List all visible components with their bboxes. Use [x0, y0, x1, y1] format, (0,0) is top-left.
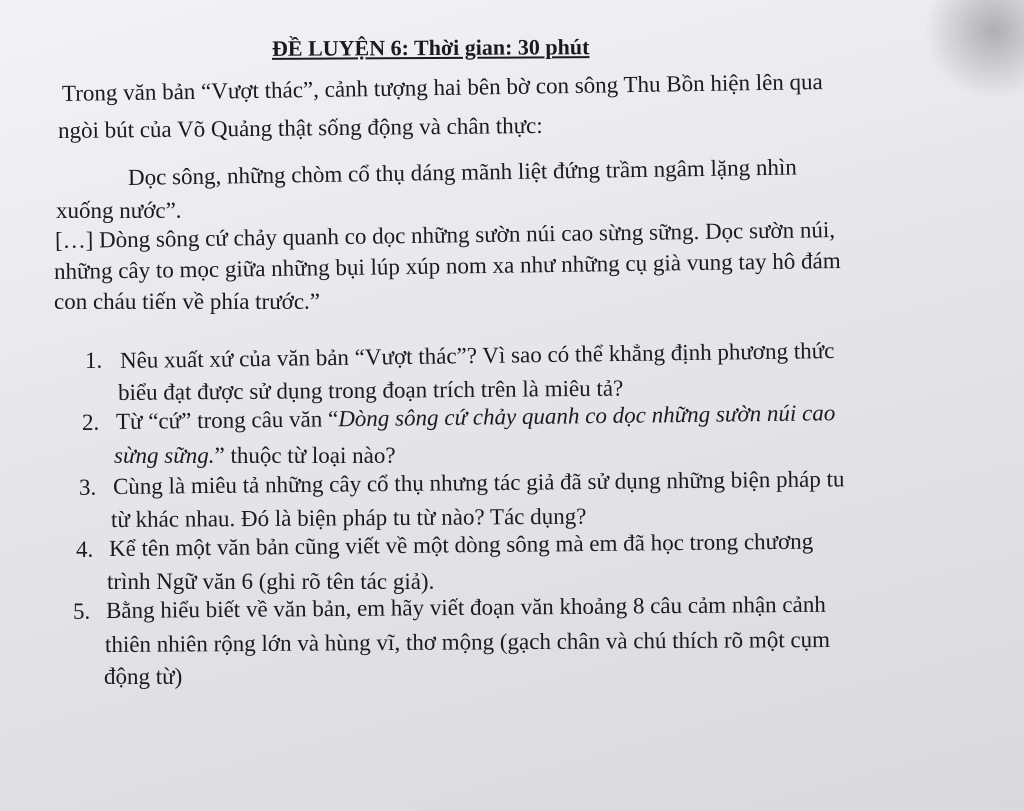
question-2-line-1 [116, 401, 836, 433]
question-3-line-1: Cùng là miêu tả những cây cổ thụ nhưng tác giả đã sử dụng những biện pháp tu [112, 466, 845, 499]
question-4-number: 4. [76, 537, 94, 562]
question-2-number: 2. [82, 410, 100, 435]
quote-line-2: xuống nước”. [56, 198, 182, 223]
question-1-number: 1. [85, 348, 103, 373]
photo-shadow [924, 0, 1024, 100]
intro-line-2: ngòi bút của Võ Quảng thật sống động và chân thực: [57, 112, 543, 143]
question-2-line-2 [114, 444, 396, 467]
question-4-line-2: trình Ngữ văn 6 (ghi rõ tên tác giả). [107, 569, 435, 594]
question-2-text-plain: Từ “cứ” trong câu văn “ [115, 406, 339, 434]
quote-line-4: những cây to mọc giữa những bụi lúp xúp nom xa như những cụ già vung tay hô đám [53, 248, 841, 284]
question-2-question-text: ” thuộc từ loại nào? [214, 443, 396, 468]
question-5-line-3: động từ) [104, 664, 183, 689]
question-2-quote-end-italic: sừng sững. [114, 443, 215, 468]
question-1-line-2: biểu đạt được sử dụng trong đoạn trích trên là miêu tả? [117, 375, 624, 405]
exam-title: ĐỀ LUYỆN 6: Thời gian: 30 phút [271, 34, 590, 61]
question-5-number: 5. [73, 599, 91, 624]
question-2-quote-italic: Dòng sông cứ chảy quanh co dọc những sườn núi cao [338, 400, 836, 432]
quote-line-1: Dọc sông, những chòm cổ thụ dáng mãnh liệt đứng trầm ngâm lặng nhìn [127, 154, 797, 190]
question-1-line-1: Nêu xuất xứ của văn bản “Vượt thác”? Vì sao có thể khẳng định phương thức [119, 338, 835, 373]
quote-line-3: […] Dòng sông cứ chảy quanh co dọc những sườn núi cao sừng sững. Dọc sườn núi, [54, 217, 836, 253]
intro-line-1: Trong văn bản “Vượt thác”, cảnh tượng hai bên bờ con sông Thu Bồn hiện lên qua [61, 69, 823, 106]
question-3-line-2: từ khác nhau. Đó là biện pháp tu từ nào? Tác dụng? [110, 503, 587, 532]
question-3-number: 3. [79, 475, 97, 500]
quote-line-5: con cháu tiến về phía trước.” [54, 289, 321, 314]
question-4-line-1: Kể tên một văn bản cũng viết về một dòng sông mà em đã học trong chương [108, 528, 814, 561]
question-5-line-2: thiên nhiên rộng lớn và hùng vĩ, thơ mộng (gạch chân và chú thích rõ một cụm [104, 626, 831, 657]
question-5-line-1: Bằng hiểu biết về văn bản, em hãy viết đoạn văn khoảng 8 câu cảm nhận cảnh [105, 591, 826, 623]
